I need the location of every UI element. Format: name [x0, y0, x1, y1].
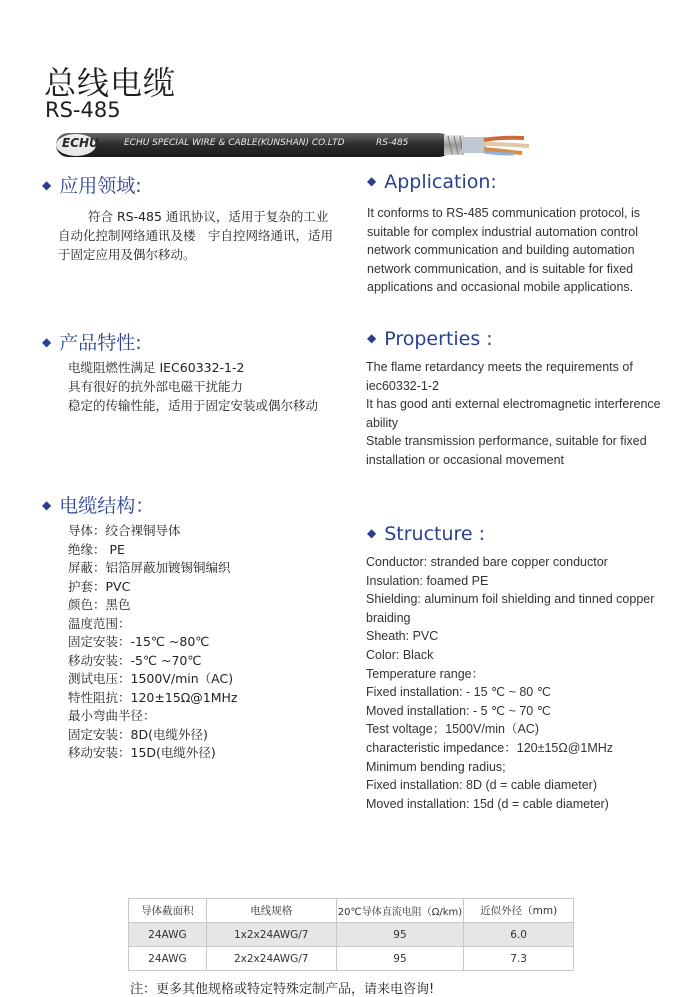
text-line: applications and occasional mobile applications.: [367, 280, 634, 295]
text-line: 电缆阻燃性满足 IEC60332-1-2: [68, 360, 245, 375]
text-line: suitable for complex industrial automation control: [367, 224, 638, 239]
text-line: Test voltage；1500V/min（AC): [366, 722, 539, 737]
column-header: 近似外径（mm): [464, 899, 574, 923]
structure-text-cn: [68, 522, 238, 763]
text-line: 稳定的传输性能，适用于固定安装或偶尔移动: [68, 398, 319, 413]
brand-logo: ECHU: [62, 136, 99, 150]
cable-banner: [56, 131, 551, 159]
properties-text-cn: [68, 358, 318, 415]
text-line: braiding: [366, 610, 411, 625]
table-row: [129, 923, 574, 947]
text-line: 符合 RS-485 通讯协议，适用于复杂的工业: [88, 209, 329, 224]
text-line: 最小弯曲半径：: [68, 708, 156, 723]
spec-table: [128, 898, 574, 971]
table-cell: 24AWG: [129, 947, 207, 971]
column-header: 电线规格: [206, 899, 336, 923]
diamond-bullet-icon: ◆: [367, 526, 377, 540]
text-line: Moved installation: 15d (d = cable diameter): [366, 796, 609, 811]
diamond-bullet-icon: ◆: [42, 335, 52, 349]
text-line: iec60332-1-2: [366, 378, 439, 393]
text-line: It has good anti external electromagnetic interference: [366, 397, 661, 412]
page-title-cn: 总线电缆: [44, 64, 177, 102]
table-cell: 7.3: [464, 947, 574, 971]
table-cell: 6.0: [464, 923, 574, 947]
text-line: 于固定应用及偶尔移动。: [58, 247, 196, 262]
properties-heading-en: ◆ Properties :: [367, 328, 493, 350]
table-cell: 2x2x24AWG/7: [206, 947, 336, 971]
diamond-bullet-icon: ◆: [42, 498, 52, 512]
table-cell: 24AWG: [129, 923, 207, 947]
text-line: ability: [366, 415, 398, 430]
text-line: 自动化控制网络通讯及楼 宇自控网络通讯，适用: [58, 228, 334, 243]
text-line: Moved installation: - 5 ℃ ~ 70 ℃: [366, 703, 551, 718]
properties-text-en: [366, 358, 661, 470]
text-line: characteristic impedance：120±15Ω@1MHz: [366, 740, 614, 755]
column-header: 20℃导体直流电阻（Ω/km): [336, 899, 464, 923]
text-line: 移动安装：15D(电缆外径): [68, 745, 216, 760]
text-line: Stable transmission performance, suitable for fixed: [366, 434, 647, 449]
table-cell: 1x2x24AWG/7: [206, 923, 336, 947]
text-line: The flame retardancy meets the requirements of: [366, 360, 633, 374]
text-line: 护套：PVC: [68, 578, 131, 594]
application-heading-en: ◆ Application:: [367, 171, 497, 193]
text-line: Insulation: foamed PE: [366, 573, 489, 588]
text-line: network communication and building automation: [367, 243, 635, 258]
cable-model-label: RS-485: [376, 138, 409, 148]
page-title-en: RS-485: [45, 98, 121, 122]
text-line: 移动安装：-5℃ ~70℃: [68, 652, 202, 668]
table-cell: 95: [336, 947, 464, 971]
text-line: 颜色：黑色: [68, 597, 131, 612]
application-text-cn: [58, 207, 333, 264]
application-text-en: [367, 204, 640, 297]
diamond-bullet-icon: ◆: [367, 174, 377, 188]
text-line: 屏蔽：铝箔屏蔽加镀锡铜编织: [68, 560, 231, 575]
text-line: Color: Black: [366, 647, 434, 662]
text-line: installation or occasional movement: [366, 452, 565, 467]
table-row: [129, 947, 574, 971]
text-line: 固定安装：8D(电缆外径): [68, 726, 208, 742]
properties-heading-cn: ◆ 产品特性:: [42, 332, 142, 354]
text-line: Fixed installation: - 15 ℃ ~ 80 ℃: [366, 685, 551, 700]
structure-text-en: [366, 553, 654, 813]
text-line: 特性阻抗：120±15Ω@1MHz: [68, 689, 238, 705]
application-heading-cn: ◆ 应用领域:: [42, 175, 142, 197]
structure-heading-cn: ◆ 电缆结构：: [42, 495, 155, 517]
table-header-row: [129, 899, 574, 923]
column-header: 导体截面积: [129, 899, 207, 923]
diamond-bullet-icon: ◆: [367, 331, 377, 345]
structure-heading-en: ◆ Structure :: [367, 523, 486, 545]
text-line: Shielding: aluminum foil shielding and tinned copper: [366, 592, 655, 607]
company-name: ECHU SPECIAL WIRE & CABLE(KUNSHAN) CO.LTD: [124, 138, 345, 148]
text-line: It conforms to RS-485 communication protocol, is: [367, 206, 641, 220]
text-line: Temperature range：: [366, 666, 485, 681]
text-line: 温度范围：: [68, 615, 131, 631]
diamond-bullet-icon: ◆: [42, 178, 52, 192]
text-line: 固定安装：-15℃ ~80℃: [68, 634, 210, 649]
text-line: network communication, and is suitable for fixed: [367, 261, 634, 276]
text-line: 具有很好的抗外部电磁干扰能力: [68, 379, 244, 394]
text-line: Conductor: stranded bare copper conductor: [366, 555, 608, 569]
text-line: 导体：绞合裸铜导体: [68, 523, 181, 538]
text-line: Minimum bending radius;: [366, 759, 506, 774]
footer-note: 注：更多其他规格或特定特殊定制产品，请来电咨询!: [130, 982, 435, 997]
text-line: 绝缘： PE: [68, 541, 125, 557]
text-line: Fixed installation: 8D (d = cable diameter): [366, 778, 598, 793]
text-line: Sheath: PVC: [366, 629, 439, 644]
text-line: 测试电压：1500V/min（AC): [68, 671, 234, 686]
table-cell: 95: [336, 923, 464, 947]
